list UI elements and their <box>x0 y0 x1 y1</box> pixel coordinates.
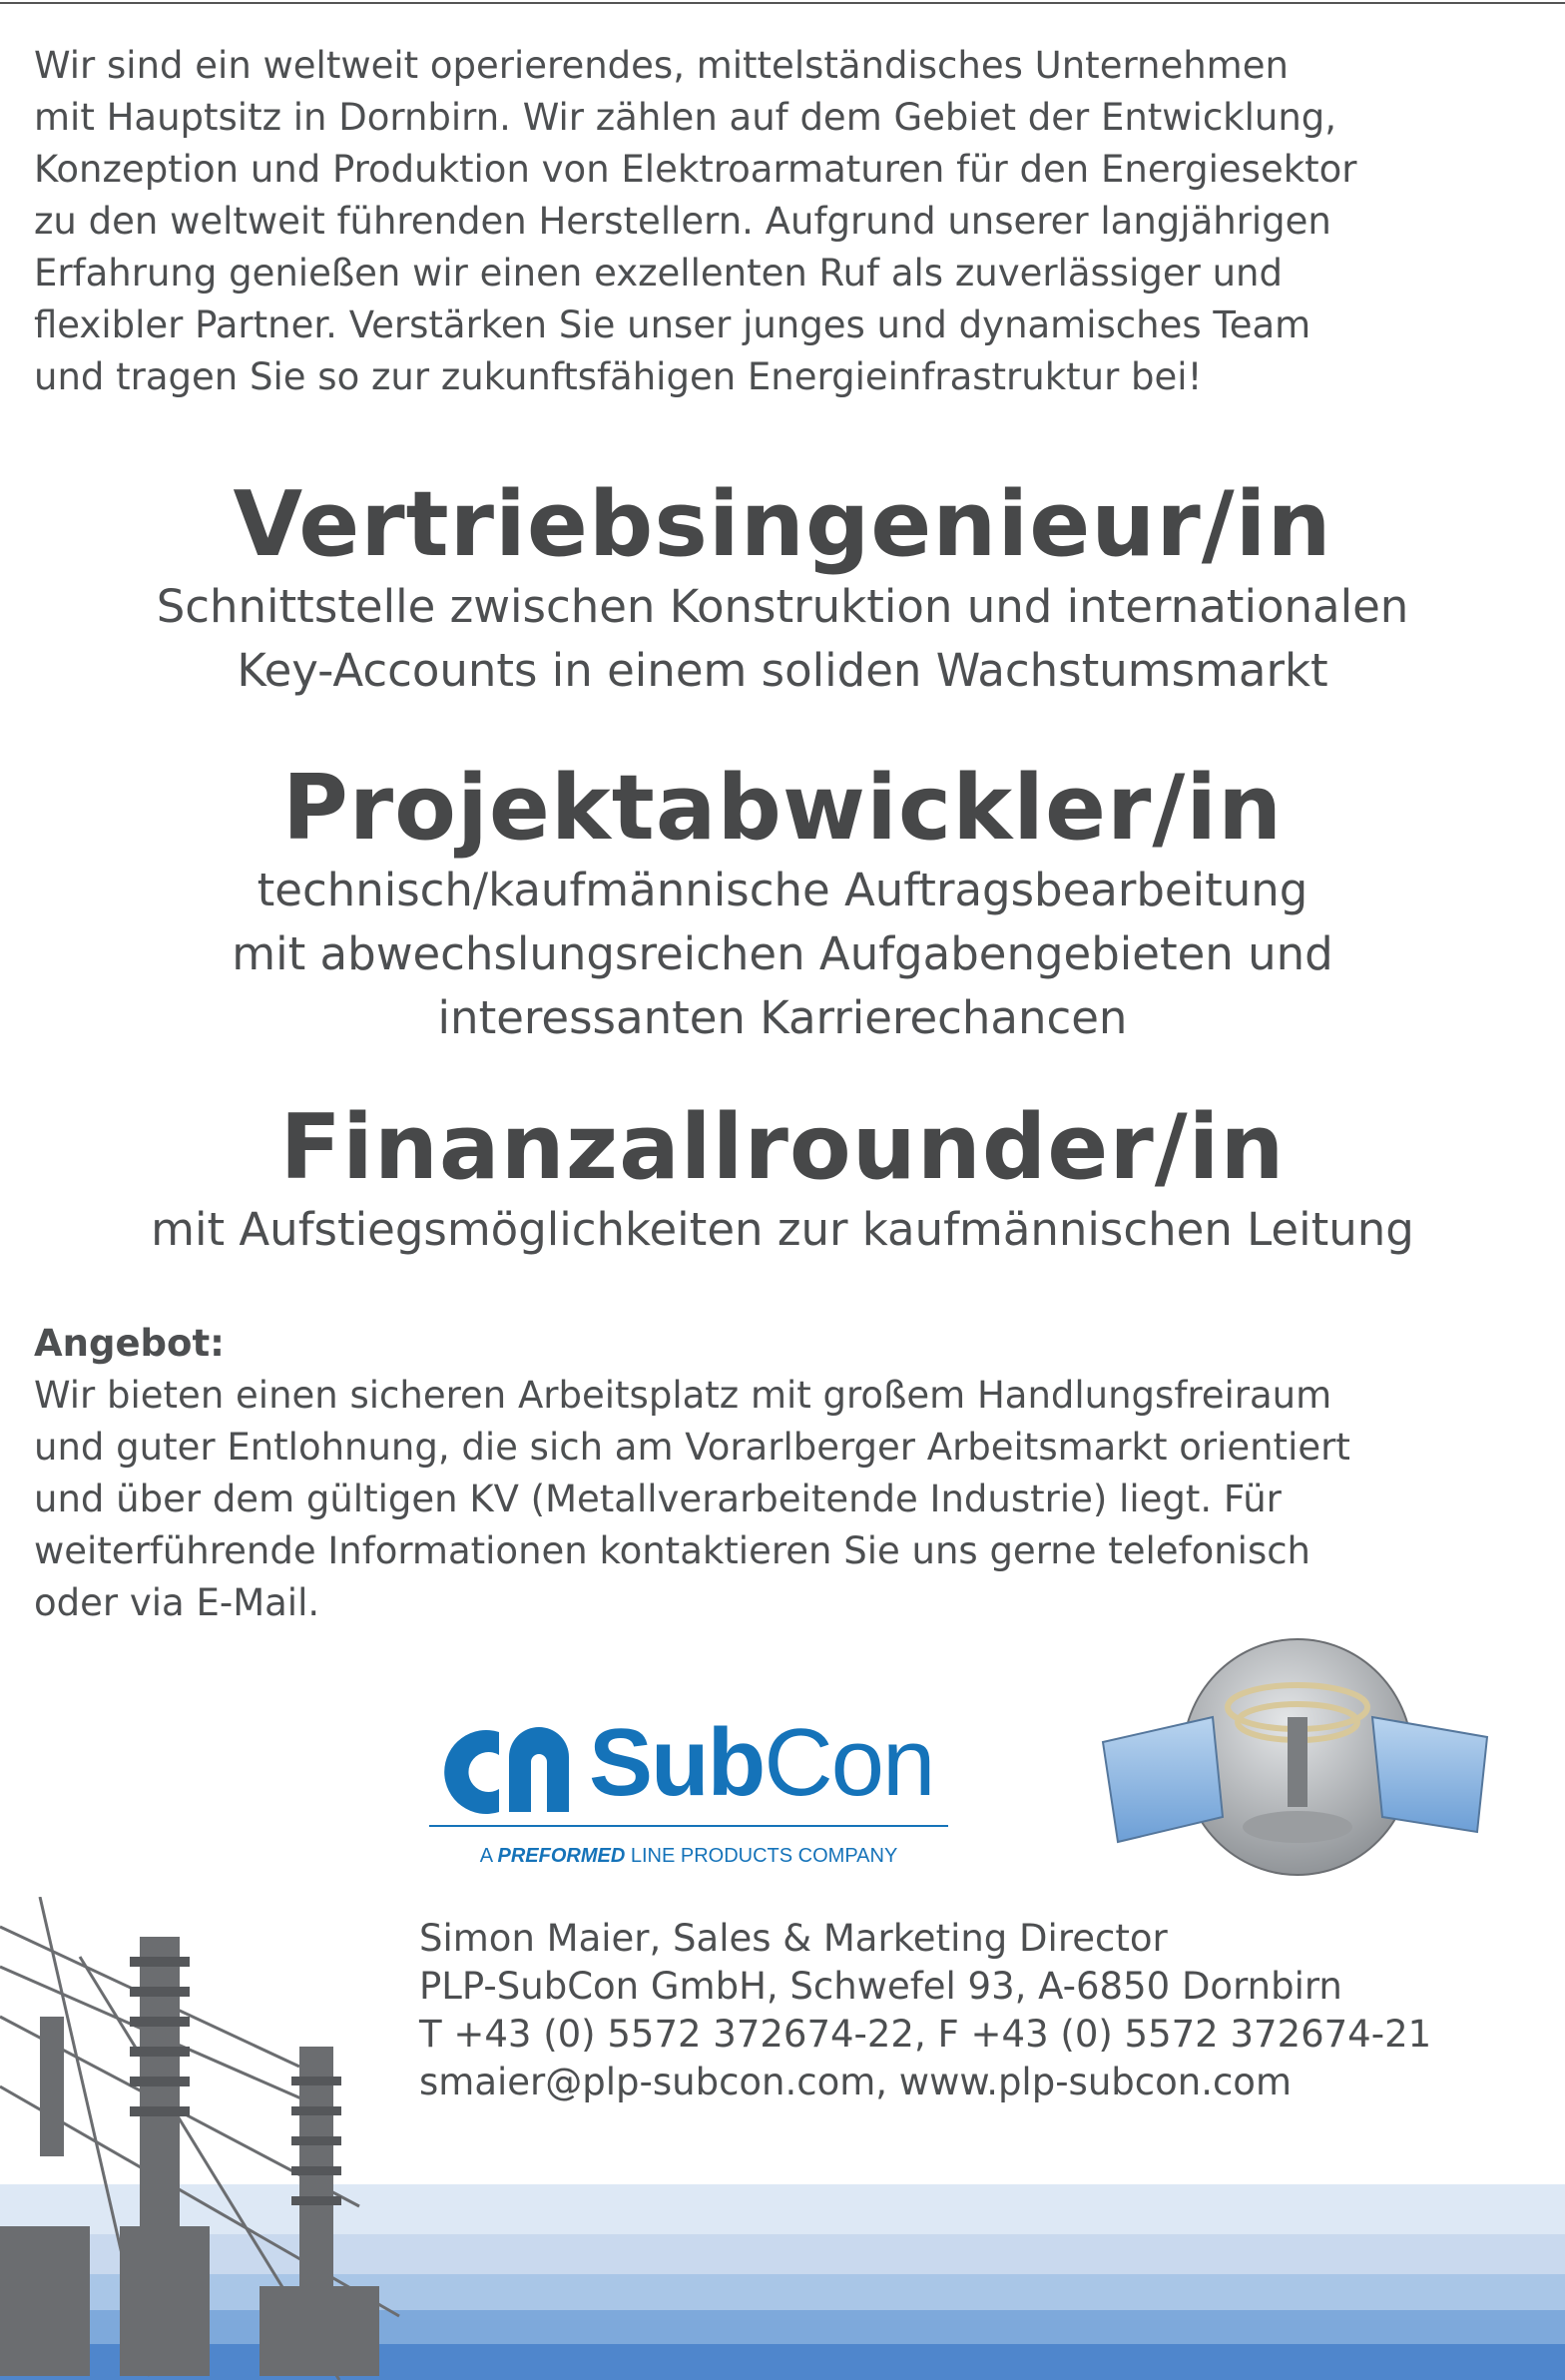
offer-line: Wir bieten einen sicheren Arbeitsplatz mit großem Handlungsfreiraum <box>34 1374 1332 1417</box>
job-title: Finanzallrounder/in <box>279 1095 1286 1200</box>
job-vertriebsingenieur <box>0 472 1565 703</box>
job-description-line: interessanten Karrierechancen <box>437 991 1128 1044</box>
intro-line: zu den weltweit führenden Herstellern. Aufgrund unserer langjährigen <box>34 200 1331 243</box>
intro-line: Erfahrung genießen wir einen exzellenten Ruf als zuverlässiger und <box>34 252 1283 295</box>
logo-divider <box>429 1825 948 1827</box>
contact-name: Simon Maier, Sales & Marketing Director <box>419 1917 1168 1960</box>
subcon-logo <box>419 1697 958 1877</box>
intro-line: Konzeption und Produktion von Elektroarmaturen für den Energiesektor <box>34 148 1357 191</box>
logo-word-light: Con <box>764 1709 934 1816</box>
logo-tag-prefix: A <box>479 1845 498 1867</box>
job-description-line: Schnittstelle zwischen Konstruktion und internationalen <box>156 580 1409 633</box>
intro-line: flexibler Partner. Verstärken Sie unser junges und dynamisches Team <box>34 303 1311 346</box>
logo-word-bold: Sub <box>589 1709 765 1816</box>
subcon-mark-icon <box>429 1717 579 1827</box>
offer-section <box>34 1318 1531 1629</box>
top-divider <box>0 2 1565 4</box>
job-description-line: mit Aufstiegsmöglichkeiten zur kaufmännischen Leitung <box>151 1203 1414 1256</box>
job-title: Projektabwickler/in <box>281 756 1284 861</box>
intro-line: mit Hauptsitz in Dornbirn. Wir zählen auf dem Gebiet der Entwicklung, <box>34 96 1337 139</box>
job-title: Vertriebsingenieur/in <box>233 472 1332 577</box>
logo-wordmark <box>589 1709 934 1816</box>
contact-email-web: smaier@plp-subcon.com, www.plp-subcon.com <box>419 2061 1292 2103</box>
offer-line: weiterführende Informationen kontaktieren Sie uns gerne telefonisch <box>34 1529 1311 1572</box>
offer-line: oder via E-Mail. <box>34 1581 320 1624</box>
logo-tag-suffix: LINE PRODUCTS COMPANY <box>625 1845 898 1867</box>
job-finanzallrounder <box>0 1095 1565 1262</box>
logo-tagline <box>429 1845 948 1868</box>
offer-heading: Angebot: <box>34 1322 225 1365</box>
company-intro <box>34 40 1531 403</box>
logo-tag-brand: PREFORMED <box>497 1845 626 1867</box>
contact-address: PLP-SubCon GmbH, Schwefel 93, A-6850 Dornbirn <box>419 1965 1342 2008</box>
job-projektabwickler <box>0 756 1565 1050</box>
offer-line: und guter Entlohnung, die sich am Vorarlberger Arbeitsmarkt orientiert <box>34 1426 1350 1469</box>
job-description-line: mit abwechslungsreichen Aufgabengebieten und <box>232 927 1333 980</box>
job-description-line: technisch/kaufmännische Auftragsbearbeitung <box>257 864 1308 916</box>
offer-line: und über dem gültigen KV (Metallverarbeitende Industrie) liegt. Für <box>34 1478 1282 1520</box>
product-rendering <box>1098 1627 1497 1897</box>
job-description-line: Key-Accounts in einem soliden Wachstumsmarkt <box>237 644 1328 697</box>
intro-line: Wir sind ein weltweit operierendes, mittelständisches Unternehmen <box>34 44 1289 87</box>
intro-line: und tragen Sie so zur zukunftsfähigen Energieinfrastruktur bei! <box>34 355 1203 398</box>
contact-phone: T +43 (0) 5572 372674-22, F +43 (0) 5572 372674-21 <box>419 2013 1432 2056</box>
contact-block <box>419 1915 1431 2106</box>
